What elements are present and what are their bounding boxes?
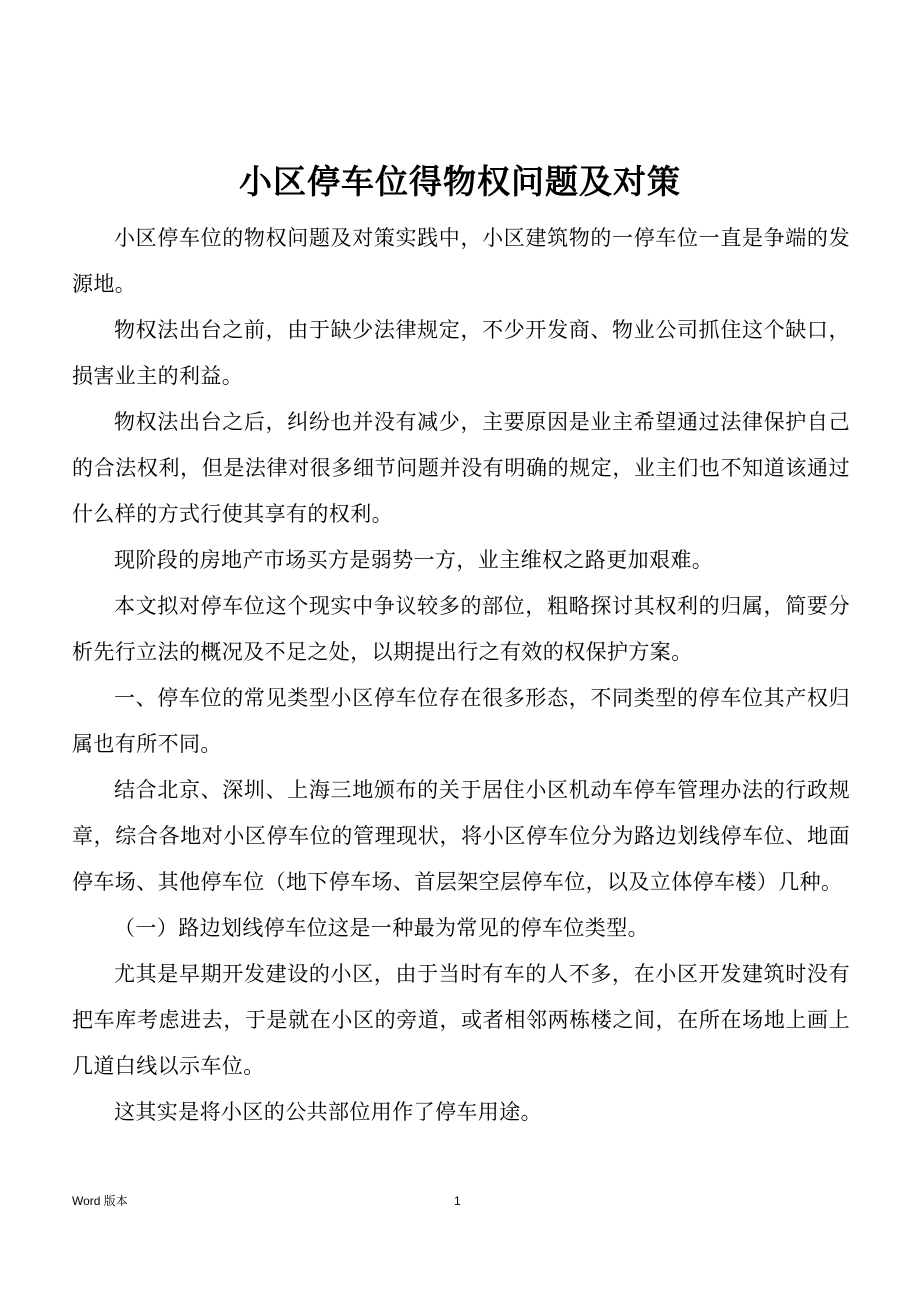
paragraph: 尤其是早期开发建设的小区，由于当时有车的人不多，在小区开发建筑时没有把车库考虑进去，于是就在小区的旁道，或者相邻两栋楼之间，在所在场地上画上几道白线以示车位。 — [72, 962, 850, 1078]
document-body — [72, 215, 850, 1135]
page-number: 1 — [454, 1194, 461, 1208]
paragraph: 本文拟对停车位这个现实中争议较多的部位，粗略探讨其权利的归属，简要分析先行立法的概况及不足之处，以期提出行之有效的权保护方案。 — [72, 594, 850, 664]
paragraph: 一、停车位的常见类型小区停车位存在很多形态，不同类型的停车位其产权归属也有所不同。 — [72, 686, 850, 756]
document-title: 小区停车位得物权问题及对策 — [239, 162, 681, 202]
paragraph: 物权法出台之后，纠纷也并没有减少，主要原因是业主希望通过法律保护自己的合法权利，但是法律对很多细节问题并没有明确的规定，业主们也不知道该通过什么样的方式行使其享有的权利。 — [72, 410, 850, 526]
paragraph: （一）路边划线停车位这是一种最为常见的停车位类型。 — [114, 916, 649, 940]
paragraph: 这其实是将小区的公共部位用作了停车用途。 — [114, 1100, 542, 1124]
footer-label: Word 版本 — [72, 1194, 128, 1208]
paragraph: 现阶段的房地产市场买方是弱势一方，业主维权之路更加艰难。 — [114, 548, 714, 572]
paragraph: 小区停车位的物权问题及对策实践中，小区建筑物的一停车位一直是争端的发源地。 — [72, 226, 850, 296]
paragraph: 结合北京、深圳、上海三地颁布的关于居住小区机动车停车管理办法的行政规章，综合各地对小区停车位的管理现状，将小区停车位分为路边划线停车位、地面停车场、其他停车位（地下停车场、首层架空层停车位，以及立体停车楼）几种。 — [72, 778, 850, 894]
paragraph: 物权法出台之前，由于缺少法律规定，不少开发商、物业公司抓住这个缺口，损害业主的利益。 — [72, 318, 850, 388]
